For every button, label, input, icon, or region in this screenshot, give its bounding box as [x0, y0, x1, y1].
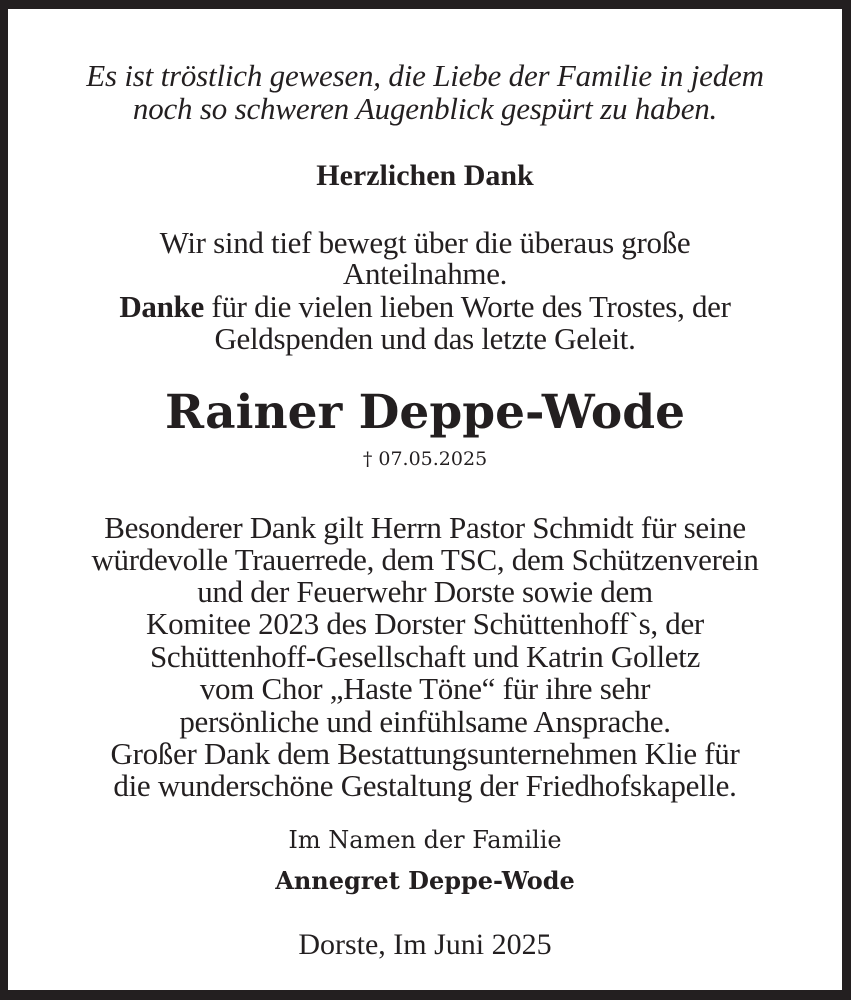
signature-prefix: Im Namen der Familie — [288, 826, 562, 854]
intro-line-1: Wir sind tief bewegt über die überaus große — [159, 225, 691, 260]
thanks-line: Besonderer Dank gilt Herrn Pastor Schmidt für seine — [104, 510, 746, 545]
thanks-line: Komitee 2023 des Dorster Schüttenhoff`s, der — [146, 606, 704, 641]
thanks-line: vom Chor „Haste Töne“ für ihre sehr — [199, 671, 651, 706]
intro-line-3-rest: für die vielen lieben Worte des Trostes, der — [203, 289, 731, 324]
intro-line-2: Anteilnahme. — [342, 256, 508, 291]
thanks-line: die wunderschöne Gestaltung der Friedhofskapelle. — [113, 768, 737, 803]
intro-line-3 — [8, 291, 842, 322]
intro-line-4: Geldspenden und das letzte Geleit. — [214, 321, 636, 356]
heading: Herzlichen Dank — [316, 159, 534, 192]
thanks-line: würdevolle Trauerrede, dem TSC, dem Schützenverein — [91, 542, 759, 577]
thanks-line: persönliche und einfühlsame Ansprache. — [179, 704, 671, 739]
place-date: Dorste, Im Juni 2025 — [298, 928, 552, 961]
thanks-line: und der Feuerwehr Dorste sowie dem — [197, 574, 653, 609]
thanks-line: Großer Dank dem Bestattungsunternehmen Klie für — [110, 736, 740, 771]
quote-line-1: Es ist tröstlich gewesen, die Liebe der Familie in jedem — [86, 58, 764, 93]
death-date: † 07.05.2025 — [362, 448, 488, 470]
signature-name: Annegret Deppe-Wode — [275, 866, 575, 895]
thanks-line: Schüttenhoff-Gesellschaft und Katrin Golletz — [149, 639, 701, 674]
obituary-notice — [8, 9, 842, 990]
quote-line-2: noch so schweren Augenblick gespürt zu haben. — [132, 91, 718, 126]
danke-emphasis: Danke — [119, 289, 204, 324]
deceased-name: Rainer Deppe-Wode — [165, 385, 685, 440]
